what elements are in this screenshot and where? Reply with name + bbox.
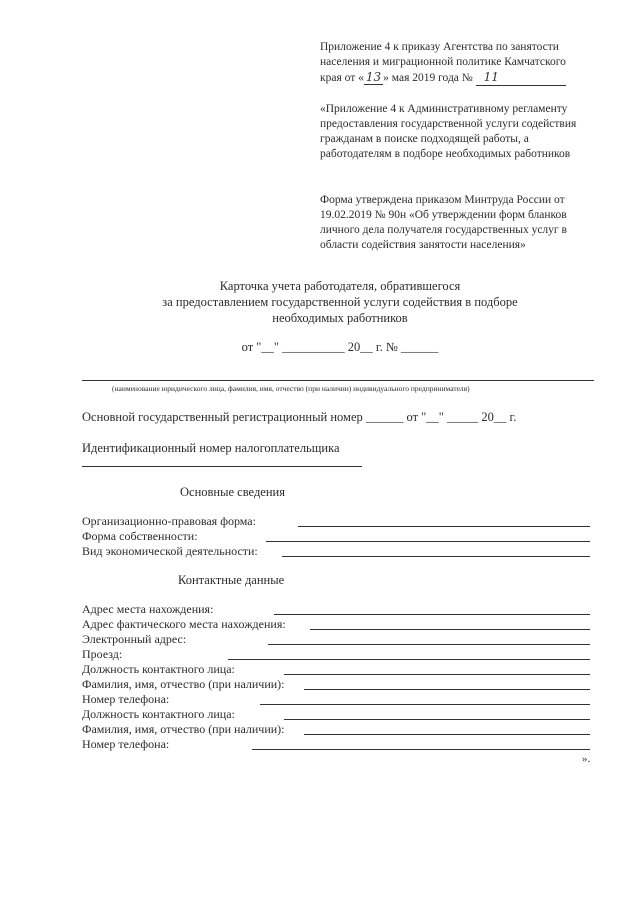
contact-position-1-field[interactable] bbox=[284, 674, 590, 675]
contact-name-2-field[interactable] bbox=[304, 734, 590, 735]
phone-2-label: Номер телефона: bbox=[82, 737, 170, 751]
closing-quote-mark: ». bbox=[582, 753, 591, 765]
email-field[interactable] bbox=[268, 644, 590, 645]
annex-date-suffix: » мая 2019 года № bbox=[383, 72, 473, 84]
inn-field[interactable] bbox=[82, 466, 362, 467]
contact-name-1-label: Фамилия, имя, отчество (при наличии): bbox=[82, 677, 285, 691]
contacts-heading: Контактные данные bbox=[178, 573, 285, 587]
annex-line-3 bbox=[320, 70, 605, 86]
address-label: Адрес места нахождения: bbox=[82, 602, 214, 616]
annex-line-1: Приложение 4 к приказу Агентства по занятости bbox=[320, 41, 559, 53]
economic-activity-field[interactable] bbox=[282, 556, 590, 557]
actual-address-field[interactable] bbox=[310, 629, 590, 630]
address-field[interactable] bbox=[274, 614, 590, 615]
directions-label: Проезд: bbox=[82, 647, 123, 661]
phone-1-label: Номер телефона: bbox=[82, 692, 170, 706]
legal-form-field[interactable] bbox=[298, 526, 590, 527]
ogrn-line: Основной государственный регистрационный номер ______ от "__" _____ 20__ г. bbox=[82, 410, 517, 424]
directions-field[interactable] bbox=[228, 659, 590, 660]
economic-activity-label: Вид экономической деятельности: bbox=[82, 544, 258, 558]
employer-name-caption: (наименование юридического лица, фамилия, имя, отчество (при наличии) индивидуального предпринимателя) bbox=[112, 384, 470, 393]
contact-name-1-field[interactable] bbox=[304, 689, 590, 690]
phone-1-field[interactable] bbox=[260, 704, 590, 705]
phone-2-field[interactable] bbox=[252, 749, 590, 750]
annex-day-handwritten: 13 bbox=[365, 70, 382, 84]
annex-line-2: населения и миграционной политике Камчатского bbox=[320, 56, 566, 68]
annex-date-prefix: края от « bbox=[320, 72, 364, 84]
employer-name-line[interactable] bbox=[82, 380, 594, 381]
contact-position-2-field[interactable] bbox=[284, 719, 590, 720]
contact-position-1-label: Должность контактного лица: bbox=[82, 662, 235, 676]
annex-header bbox=[320, 40, 605, 86]
annex-regulation: «Приложение 4 к Административному регламенту предоставления государственной услуги содействия гражданам в поиске подходящей работы, а работодателям в подборе необходимых работников bbox=[320, 103, 577, 160]
legal-form-label: Организационно-правовая форма: bbox=[82, 514, 256, 528]
inn-label: Идентификационный номер налогоплательщика bbox=[82, 441, 340, 455]
basic-info-heading: Основные сведения bbox=[180, 485, 285, 499]
title-line-1: Карточка учета работодателя, обратившегося bbox=[219, 279, 461, 293]
contact-position-2-label: Должность контактного лица: bbox=[82, 707, 235, 721]
title-line-3: необходимых работников bbox=[272, 311, 408, 325]
email-label: Электронный адрес: bbox=[82, 632, 187, 646]
card-date-number: от "__" __________ 20__ г. № ______ bbox=[241, 340, 439, 354]
title-line-2: за предоставлением государственной услуги содействия в подборе bbox=[162, 295, 518, 309]
form-approval: Форма утверждена приказом Минтруда России от 19.02.2019 № 90н «Об утверждении форм бланков личного дела получателя государственных услуг в области содействия занятости населения» bbox=[320, 194, 567, 251]
ownership-form-label: Форма собственности: bbox=[82, 529, 198, 543]
ownership-form-field[interactable] bbox=[266, 541, 590, 542]
annex-number-handwritten: 11 bbox=[476, 70, 566, 86]
actual-address-label: Адрес фактического места нахождения: bbox=[82, 617, 286, 631]
contact-name-2-label: Фамилия, имя, отчество (при наличии): bbox=[82, 722, 285, 736]
